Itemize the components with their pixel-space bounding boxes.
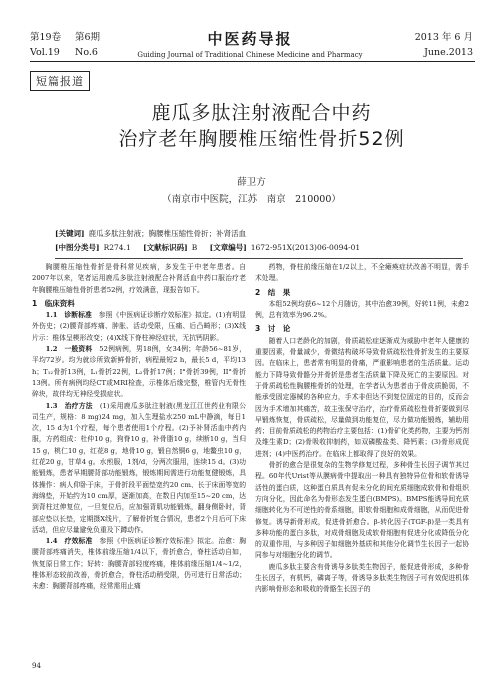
clc-value: R274.1 <box>103 243 131 252</box>
discussion-paragraph-3: 鹿瓜多肽主要含有骨诱导多肽类生物因子，能促进骨形成，多种骨生长因子，有机钙，磷离子等，骨诱导多肽类生物因子可有效促进机体内影响骨形态和吸收的骨骼生长因子的 <box>255 562 469 594</box>
criteria-paragraph <box>32 536 246 592</box>
author-affiliation: （南京市中医院，江苏 南京 210000） <box>162 194 341 205</box>
section-heading-clinical: 1 临床资料 <box>32 298 75 308</box>
diagnosis-text: 参照《中医病证诊断疗效标准》拟定。(1)有明显外伤史；(2)腰背部疼痛、肿胀、活动受限，压痛、后凸畸形；(3)X线片示：椎体呈楔形改变；(4)X线下脊柱神经症状，无抗钙阴影。 <box>32 311 246 342</box>
doc-code-label: [文献标识码] <box>143 243 188 252</box>
treatment-paragraph <box>32 401 246 537</box>
header-date-block <box>415 30 473 60</box>
discussion-paragraph-1: 随着人口老龄化的加剧，骨质疏松症逐渐成为威胁中老年人健康的重要因素，骨量减少，骨微结构破坏导致骨质疏松性骨折发生的主要原因。在临床上，患者常有明显的骨痛，严重影响患者的生活质量。运动能力下降导致骨骼分并骨折是患者生活质量下降及死亡的主要原因。对于骨质疏松性胸腰椎骨折的处理，在学者认为患者由于骨皮质脆弱，不能承受固定器械的各种应力，手术非但达不到复位固定的目的，反而会因为手术增加其痛苦，故主张保守治疗，治疗骨质疏松性骨折要做到尽早锻炼恢复，骨质疏松，尽量做到功能复位，尽力做功能锻炼，辅助用药；目前骨质疏松的药物治疗主要包括：(1)骨矿化类药物，主要为钙剂及维生素D；(2)骨吸收抑制药，如双磷酸盐类、降钙素；(3)骨形成促进剂；(4)中医药治疗。在临床上都取得了良好的效果。 <box>255 336 469 458</box>
doc-code-value: B <box>191 243 198 252</box>
journal-english-name: Guiding Journal of Traditional Chinese Medicine and Pharmacy <box>137 51 363 59</box>
keywords-text: 鹿瓜多肽注射液；胸腰椎压缩性骨折；补肾活血 <box>88 229 247 238</box>
general-data-text: 52例病例，男18例，女34例；年龄56~81岁，平均72岁。均为就诊所致新鲜骨折，病程最短2 h，最长5 d，平均13 h；T₁₂骨折13例，L₁骨折22例，L₂骨折17例；I°骨折39例，II°骨折13例。所有病例均经CT或MRI检查，示椎体后缘完整，椎管内无骨性碎块，故伴均无神经受损症状。 <box>32 345 246 399</box>
continued-paragraph: 药物，脊柱前缘压缩在1/2以上，不全瘫痪症状改善不明显，需手术处理。 <box>255 263 469 283</box>
no-cn: 第6期 <box>75 32 101 43</box>
diagnosis-label: 1.1 诊断标准 <box>45 311 92 320</box>
criteria-text: 参照《中医病证诊断疗效标准》拟定。治愈：胸腰背部疼痛消失，椎体前缘压缩1/4以下，骨折愈合，脊柱活动自如，恢复原日常工作；好转：胸腰背部轻度疼痛，椎体前缘压缩1/4~1/2，椎体形态较前改善，骨折愈合，脊柱活动稍受限，仍可进行日常活动；未愈：胸腰背部疼痛，经常需用止痛 <box>32 537 246 591</box>
general-data-paragraph <box>32 344 246 400</box>
section-tag: 短篇报道 <box>30 71 90 91</box>
diagnosis-paragraph <box>32 310 246 344</box>
abstract-divider <box>55 258 463 259</box>
body-left-column <box>32 262 246 662</box>
intro-paragraph: 胸腰椎压缩性骨折是骨科常见疾病，多发生于中老年患者。自2007年以来，笔者运用鹿瓜多肽注射液配合补肾活血中药口服治疗老年胸腰椎压缩性骨折患者52例，疗效满意，现报告如下。 <box>32 263 246 294</box>
discussion-paragraph-2: 骨折的愈合是很复杂的生物学修复过程，多种骨生长因子调节其过程。60年代Urist等从膜病骨中提取出一种具有独特异位骨和软骨诱导活性的蛋白质，这种蛋白质具有促未分化的间充质细胞成软骨和骨组织方向分化，因此命名为骨形态发生蛋白(BMPS)。BMPS能诱导间充质细胞转化为不可逆性的骨系细胞，即软骨细胞和成骨细胞，从而促进骨修复。诱导新骨形成，促进骨折愈合。β-转化因子(TGF-β)是一类具有多种功能的蛋白多肽，对成骨细胞及成软骨细胞有促进分化或降低分化的双重作用，与多种因子如细胞外基质和其他分化调节生长因子一起协同参与对细胞分化的调节。 <box>255 461 469 560</box>
classification-line <box>55 242 463 253</box>
issue-cn: 第19卷 <box>30 32 62 43</box>
page-number: 94 <box>32 662 41 670</box>
header-divider <box>30 61 475 62</box>
author-name: 薛卫方 <box>237 177 266 188</box>
body-right-column <box>255 262 469 662</box>
treatment-label: 1.3 治疗方法 <box>45 401 93 410</box>
article-title-line2: 治疗老年胸腰椎压缩性骨折52例 <box>118 128 405 150</box>
journal-logo: 中医药导报 <box>207 30 293 48</box>
keywords-label: [关键词] <box>55 229 85 238</box>
general-data-label: 1.2 一般资料 <box>45 345 93 354</box>
no-en: No.6 <box>75 47 98 58</box>
vol-en: Vol.19 <box>30 47 60 58</box>
treatment-text: (1)采用鹿瓜多肽注射液(黑龙江江世药业有限公司生产，规格：8 mg)24 mg，加入生理盐水250 mL中静滴，每日1次，15 d为1个疗程，每个患者使用1个疗程。(2)予补肾活血中药内服，方药组成：杜仲10 g，狗脊10 g，补骨脂10 g，续断10 g，当归15 g，桃仁10 g，红花8 g，地骨10 g，锻自然铜6 g，地鳖虫10 g，红花20 g，甘草4 g。水煎服，1剂/d，分两次服用，连续15 d。(3)功能锻炼，患者早期腰背部功能锻炼，锻炼期间需进行功能复健锻炼，具体操作：病人仰卧于床，于骨折段平面垫宽约20 cm、长于床面等宽的海绵垫，开始约为10 cm厚，逐渐加高，在数日内加至15~20 cm，达到背柱过伸复位，一旦复位后，应加强背肌功能锻炼，翻身侧卧时，背部应垫以长垫，定期摄X线片，了解骨折复合情况，患者2个月后可下床活动，但应尽量避免负重及下蹲动作。 <box>32 401 246 534</box>
date-en: June.2013 <box>424 47 473 58</box>
article-id-value: 1672-951X(2013)06-0094-01 <box>250 243 361 252</box>
section-heading-results: 2 结 果 <box>255 287 291 297</box>
date-cn: 2013 年 6 月 <box>414 32 473 43</box>
header-volume-block <box>30 30 120 60</box>
criteria-label: 1.4 疗效标准 <box>45 537 93 546</box>
section-heading-discussion: 3 讨 论 <box>255 324 291 334</box>
header-journal-block <box>120 28 380 59</box>
article-id-label: [文章编号] <box>209 243 247 252</box>
keywords-line <box>55 228 463 239</box>
results-paragraph: 本组52例均获6~12个月随访，其中治愈39例，好转11例，未愈2例，总有效率为96.2%。 <box>255 299 469 320</box>
clc-label: [中图分类号] <box>55 243 100 252</box>
article-title-line1: 鹿瓜多肽注射液配合中药 <box>151 102 372 124</box>
